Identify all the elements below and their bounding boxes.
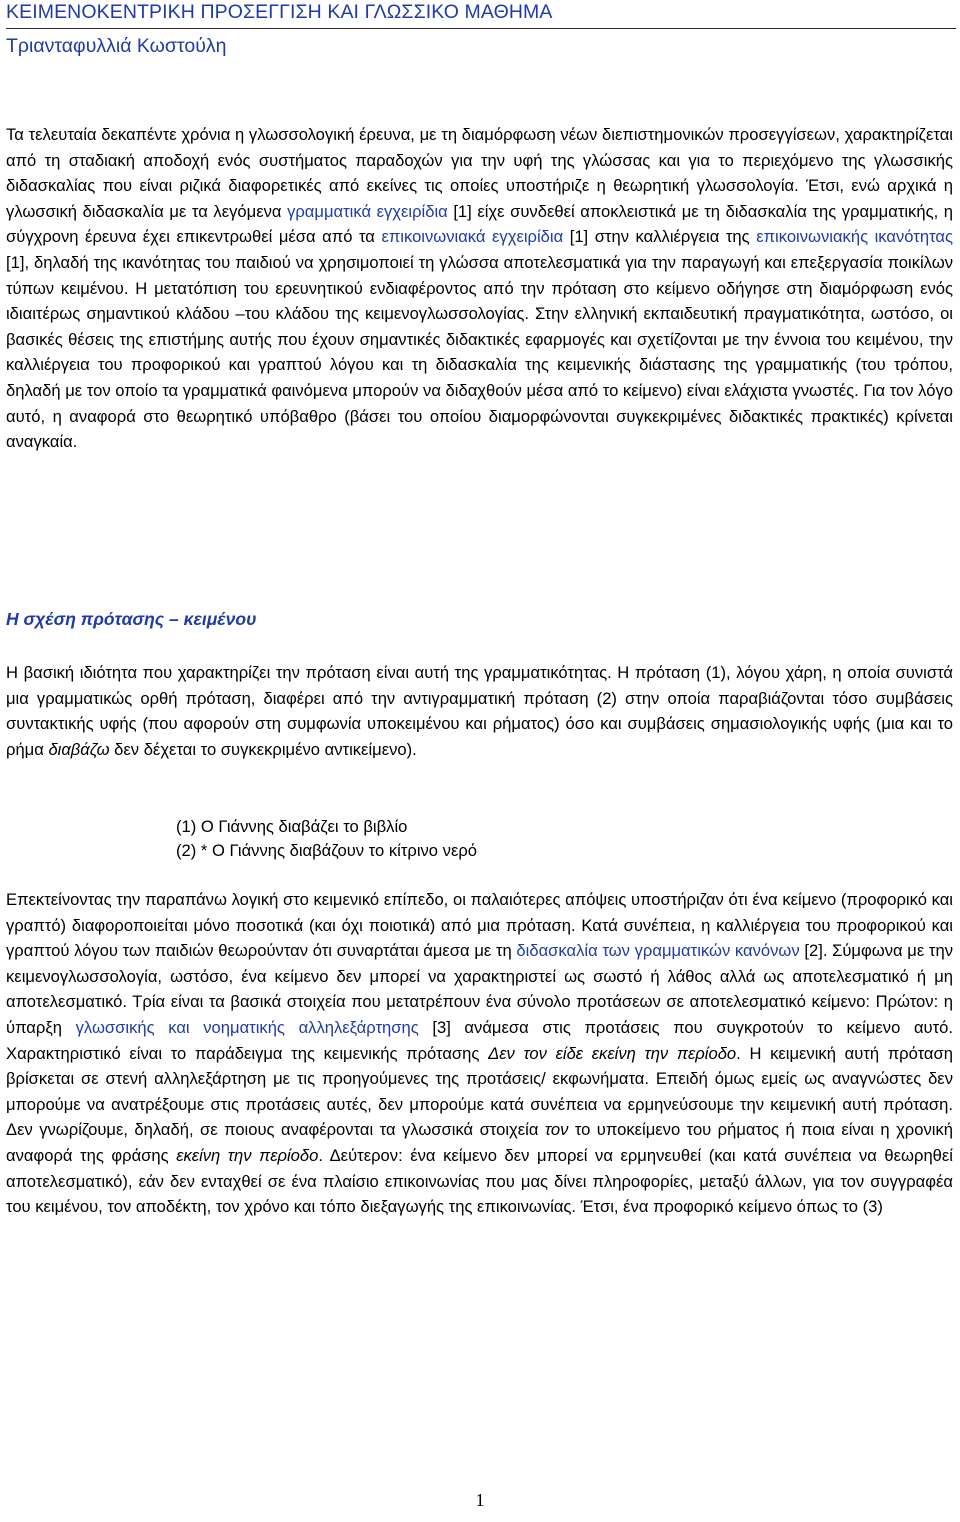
p2-text-e: το υποκείμενο του ρήματος ή ποια είναι η χρονική αναφορά της φράσης xyxy=(6,1120,953,1165)
p2-text-b: [2]. Σύμφωνα με την κειμενογλωσσολογία, ωστόσο, ένα κείμενο δεν μπορεί να χαρακτηριστεί ως σωστό ή λάθος αλλά ως αποτελεσματικό ή μη αποτελεσματικό. Τρία είναι τα βασικά στοιχεία που μετατρέπουν ένα σύνολο προτάσεων σε αποτελεσματικό κείμενο: Πρώτον: η ύπαρξη xyxy=(6,941,953,1037)
p1-text-a: Η βασική ιδιότητα που χαρακτηρίζει την πρόταση είναι αυτή της γραμματικότητας. Η πρόταση (1), λόγου χάρη, η οποία συνιστά μια γραμματικώς ορθή πρόταση, διαφέρει από την αντιγραμματική πρόταση (2) στην οποία παραβιάζονται τόσο συμβάσεις συντακτικής υφής (που αφορούν στη συμφωνία υποκειμένου και ρήματος) όσο και συμβάσεις σημασιολογικής υφής (μια και το ρήμα xyxy=(6,663,953,759)
example-sentence-2: (2) * Ο Γιάννης διαβάζουν το κίτρινο νερό xyxy=(176,841,478,860)
section-heading: Η σχέση πρότασης – κειμένου xyxy=(6,609,257,629)
p1-text-b: δεν δέχεται το συγκεκριμένο αντικείμενο). xyxy=(109,739,417,759)
page-number: 1 xyxy=(475,1490,485,1510)
p2-emphasis-period: εκείνη την περίοδο xyxy=(176,1145,319,1165)
author-name: Τριανταφυλλιά Κωστούλη xyxy=(6,35,227,57)
intro-text-2: [1] είχε συνδεθεί αποκλειστικά με τη διδασκαλία της γραμματικής, η σύγχρονη έρευνα έχει επικεντρωθεί μέσα από τα xyxy=(6,201,953,247)
p2-text-f: . Δεύτερον: ένα κείμενο δεν μπορεί να ερμηνευθεί (και κατά συνέπεια να θεωρηθεί αποτελεσματικό), εάν δεν ενταχθεί σε ένα πλαίσιο επικοινωνίας που μας δίνει πληροφορίες, μεταξύ άλλων, για τον συγγραφέα του κειμένου, τον αποδέκτη, τον χρόνο και τόπο διεξαγωγής της επικοινωνίας. Έτσι, ένα προφορικό κείμενο όπως το (3) xyxy=(6,1145,953,1217)
intro-text-4: [1], δηλαδή της ικανότητας του παιδιού να χρησιμοποιεί τη γλώσσα αποτελεσματικά για την παραγωγή και επεξεργασία ποικίλων τύπων κειμένου. Η μετατόπιση του ερευνητικού ενδιαφέροντος από την πρόταση στο κείμενο οδήγησε στη διαμόρφωση ενός ιδιαιτέρως σημαντικού κλάδου –του κλάδου της κειμενογλωσσολογίας. Στην ελληνική εκπαιδευτική πραγματικότητα, ωστόσο, οι βασικές θέσεις της επιστήμης αυτής που έχουν σημαντικές διδακτικές εφαρμογές και σχετίζονται με την έννοια του κειμένου, την καλλιέργεια του προφορικού και γραπτού λόγου και τη διδασκαλία της κειμενικής διάστασης της γραμματικής (του τρόπου, δηλαδή με τον οποίο τα γραμματικά φαινόμενα μπορούν να διδαχθούν μέσα από το κείμενο) είναι ελάχιστα γνωστές. Για τον λόγο αυτό, η αναφορά στο θεωρητικό υπόβαθρο (βάσει του οποίου διαμορφώνονται συγκεκριμένες διδακτικές πρακτικές) κρίνεται αναγκαία. xyxy=(6,252,953,452)
p2-text-d: . Η κειμενική αυτή πρόταση βρίσκεται σε στενή αλληλεξάρτηση με τις προηγούμενες της προτάσεις/ εκφωνήματα. Επειδή όμως εμείς ως αναγνώστες δεν μπορούμε να ανατρέξουμε στις προτάσεις αυτές, δεν μπορούμε κατά συνέπεια να ερμηνεύσουμε την κειμενική αυτή πρόταση. Δεν γνωρίζουμε, δηλαδή, σε ποιους αναφέρονται τα γλωσσικά στοιχεία xyxy=(6,1043,953,1140)
p2-emphasis-example: Δεν τον είδε εκείνη την περίοδο xyxy=(488,1043,737,1063)
link-communicative-competence[interactable]: επικοινωνιακής ικανότητας xyxy=(756,227,953,247)
intro-paragraph xyxy=(6,122,953,455)
intro-text-1: Τα τελευταία δεκαπέντε χρόνια η γλωσσολογική έρευνα, με τη διαμόρφωση νέων διεπιστημονικών προσεγγίσεων, χαρακτηρίζεται από τη σταδιακή αποδοχή ενός συστήματος παραδοχών για την υφή της γλώσσας και για το περιεχόμενο της γλωσσικής διδασκαλίας που είναι ριζικά διαφορετικές από εκείνες τις οποίες υποστήριζε η θεωρητική γλωσσολογία. Έτσι, ενώ αρχικά η γλωσσική διδασκαλία με τα λεγόμενα xyxy=(6,125,953,221)
link-grammar-textbooks[interactable]: γραμματικά εγχειρίδια xyxy=(287,201,448,221)
link-grammar-rules-teaching[interactable]: διδασκαλία των γραμματικών κανόνων xyxy=(516,941,800,961)
section-paragraph-1 xyxy=(6,660,953,762)
document-title: ΚΕΙΜΕΝΟΚΕΝΤΡΙΚΗ ΠΡΟΣΕΓΓΙΣΗ ΚΑΙ ΓΛΩΣΣΙΚΟ ΜΑΘΗΜΑ xyxy=(6,0,956,29)
p2-text-c: [3] ανάμεσα στις προτάσεις που συγκροτούν το κείμενο αυτό. Χαρακτηριστικό είναι το παράδειγμα της κειμενικής πρότασης xyxy=(6,1017,954,1063)
p1-emphasis-verb: διαβάζω xyxy=(48,739,110,759)
section-paragraph-2 xyxy=(6,887,953,1220)
example-sentence-1: (1) Ο Γιάννης διαβάζει το βιβλίο xyxy=(176,817,408,836)
link-communicative-textbooks[interactable]: επικοινωνιακά εγχειρίδια xyxy=(381,227,564,247)
p2-text-a: Επεκτείνοντας την παραπάνω λογική στο κειμενικό επίπεδο, οι παλαιότερες απόψεις υποστήριζαν ότι ένα κείμενο (προφορικό και γραπτό) διαφοροποιείται μόνο ποσοτικά (και όχι ποιοτικά) από μια πρόταση. Κατά συνέπεια, η καλλιέργεια του προφορικού και γραπτού λόγου των παιδιών θεωρούνταν ότι συναρτάται άμεσα με τη xyxy=(6,890,953,961)
p2-emphasis-ton: τον xyxy=(544,1120,569,1140)
link-interdependence[interactable]: γλωσσικής και νοηματικής αλληλεξάρτησης xyxy=(75,1017,419,1037)
intro-text-3: [1] στην καλλιέργεια της xyxy=(563,227,757,247)
